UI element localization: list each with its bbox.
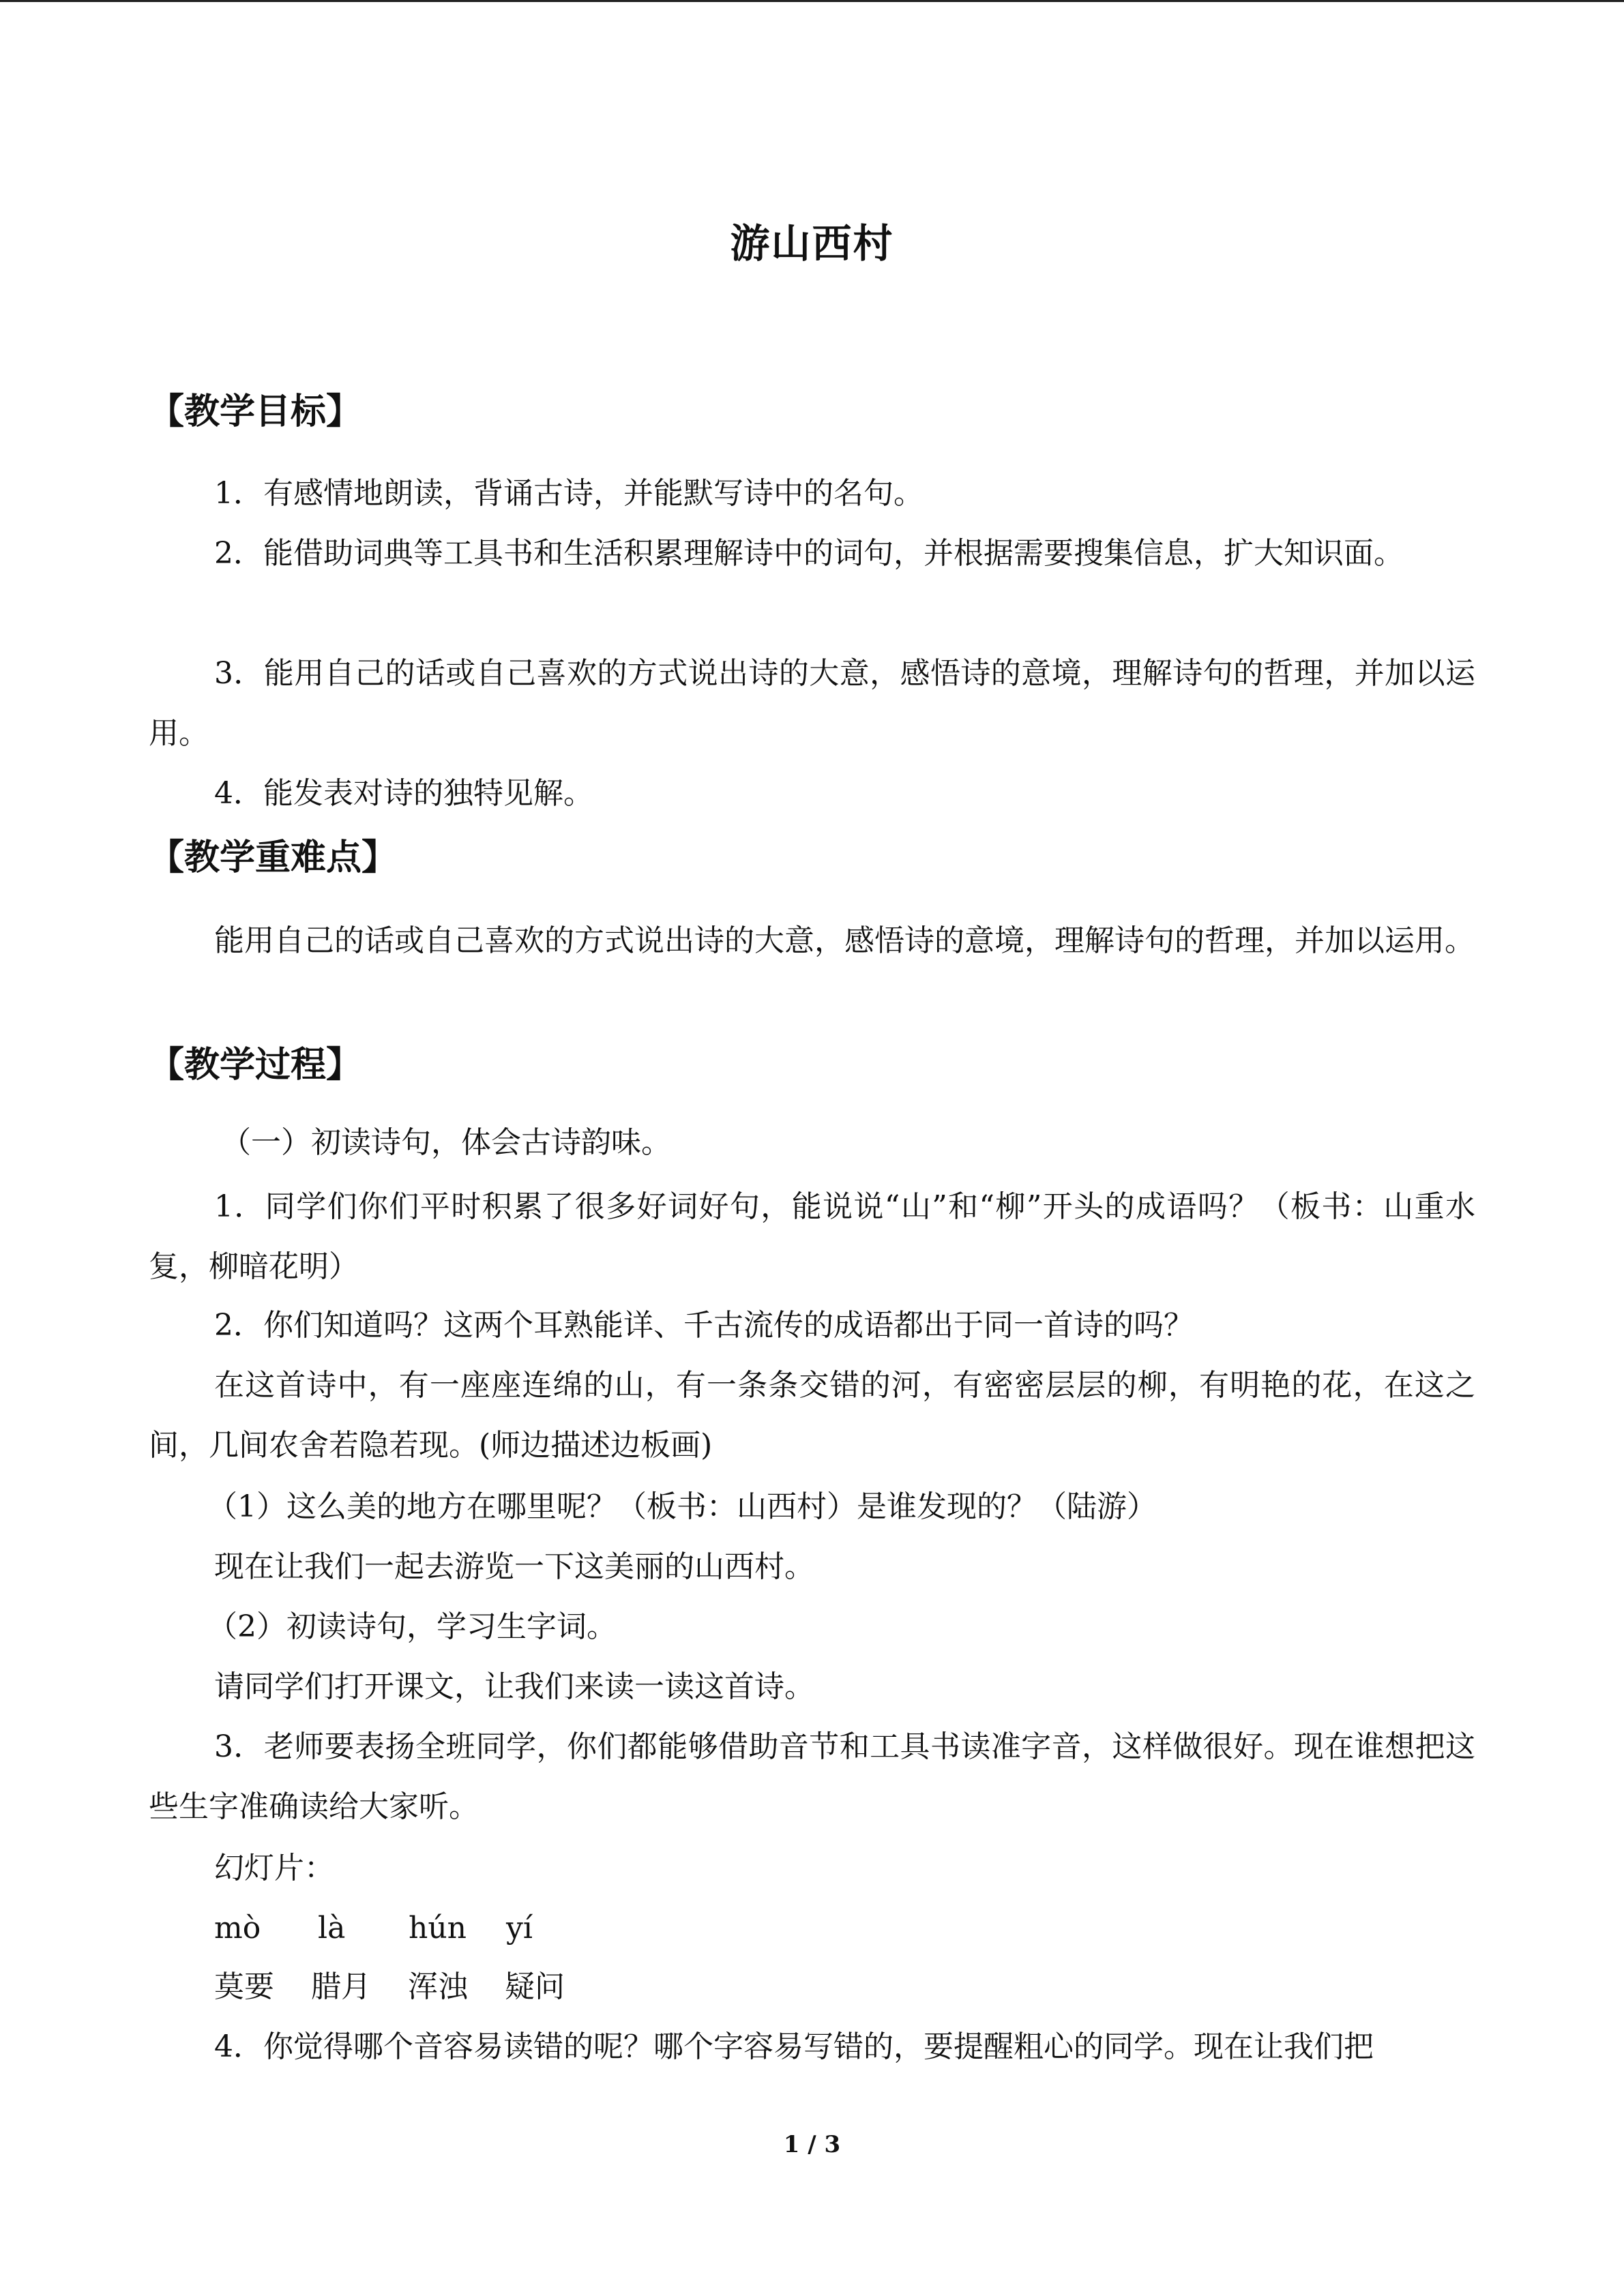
process-para-7: 请同学们打开课文，让我们来读一读这首诗。 xyxy=(214,1669,814,1704)
page-number: 1 / 3 xyxy=(783,2131,841,2158)
heading-key-points: 【教学重难点】 xyxy=(149,837,398,878)
key-points-text: 能用自己的话或自己喜欢的方式说出诗的大意，感悟诗的意境，理解诗句的哲理，并加以运用。 xyxy=(214,923,1475,958)
process-step-intro: （一）初读诗句，体会古诗韵味。 xyxy=(221,1125,671,1160)
heading-objectives: 【教学目标】 xyxy=(149,391,362,432)
pinyin-item: hún xyxy=(409,1911,467,1945)
process-para-4: （1）这么美的地方在哪里呢？（板书：山西村）是谁发现的？（陆游） xyxy=(207,1489,1157,1524)
vocabulary-word: 腊月 xyxy=(311,1969,371,2004)
heading-process: 【教学过程】 xyxy=(149,1044,362,1086)
top-border-line xyxy=(0,0,1624,2)
objective-item-2: 2．能借助词典等工具书和生活积累理解诗中的词句，并根据需要搜集信息，扩大知识面。 xyxy=(214,536,1404,571)
process-para-2: 2．你们知道吗？这两个耳熟能详、千古流传的成语都出于同一首诗的吗？ xyxy=(214,1308,1194,1343)
vocabulary-word: 浑浊 xyxy=(408,1969,468,2004)
document-title: 游山西村 xyxy=(730,220,894,267)
process-para-6: （2）初读诗句，学习生字词。 xyxy=(207,1609,617,1644)
process-para-8: 3．老师要表扬全班同学，你们都能够借助音节和工具书读准字音，这样做很好。现在谁想把这些生字准确读给大家听。 xyxy=(149,1729,1475,1824)
pinyin-item: là xyxy=(318,1911,346,1945)
objective-item-1: 1．有感情地朗读，背诵古诗，并能默写诗中的名句。 xyxy=(214,476,924,511)
process-para-1: 1．同学们你们平时积累了很多好词好句，能说说“山”和“柳”开头的成语吗？（板书：山重水复，柳暗花明） xyxy=(149,1189,1475,1284)
vocabulary-row xyxy=(214,1957,565,2017)
pinyin-item: mò xyxy=(214,1911,261,1945)
vocabulary-word: 疑问 xyxy=(505,1969,565,2004)
process-para-slide-label: 幻灯片： xyxy=(214,1851,334,1885)
pinyin-row xyxy=(214,1898,533,1958)
objective-item-3: 3．能用自己的话或自己喜欢的方式说出诗的大意，感悟诗的意境，理解诗句的哲理，并加以运用。 xyxy=(149,656,1475,751)
objective-item-4: 4．能发表对诗的独特见解。 xyxy=(214,776,593,811)
vocabulary-word: 莫要 xyxy=(214,1969,274,2004)
process-para-9: 4．你觉得哪个音容易读错的呢？哪个字容易写错的，要提醒粗心的同学。现在让我们把 xyxy=(214,2029,1374,2064)
pinyin-item: yí xyxy=(506,1911,533,1945)
process-para-3: 在这首诗中，有一座座连绵的山，有一条条交错的河，有密密层层的柳，有明艳的花，在这之间，几间农舍若隐若现。(师边描述边板画) xyxy=(149,1368,1475,1463)
process-para-5: 现在让我们一起去游览一下这美丽的山西村。 xyxy=(214,1549,814,1584)
